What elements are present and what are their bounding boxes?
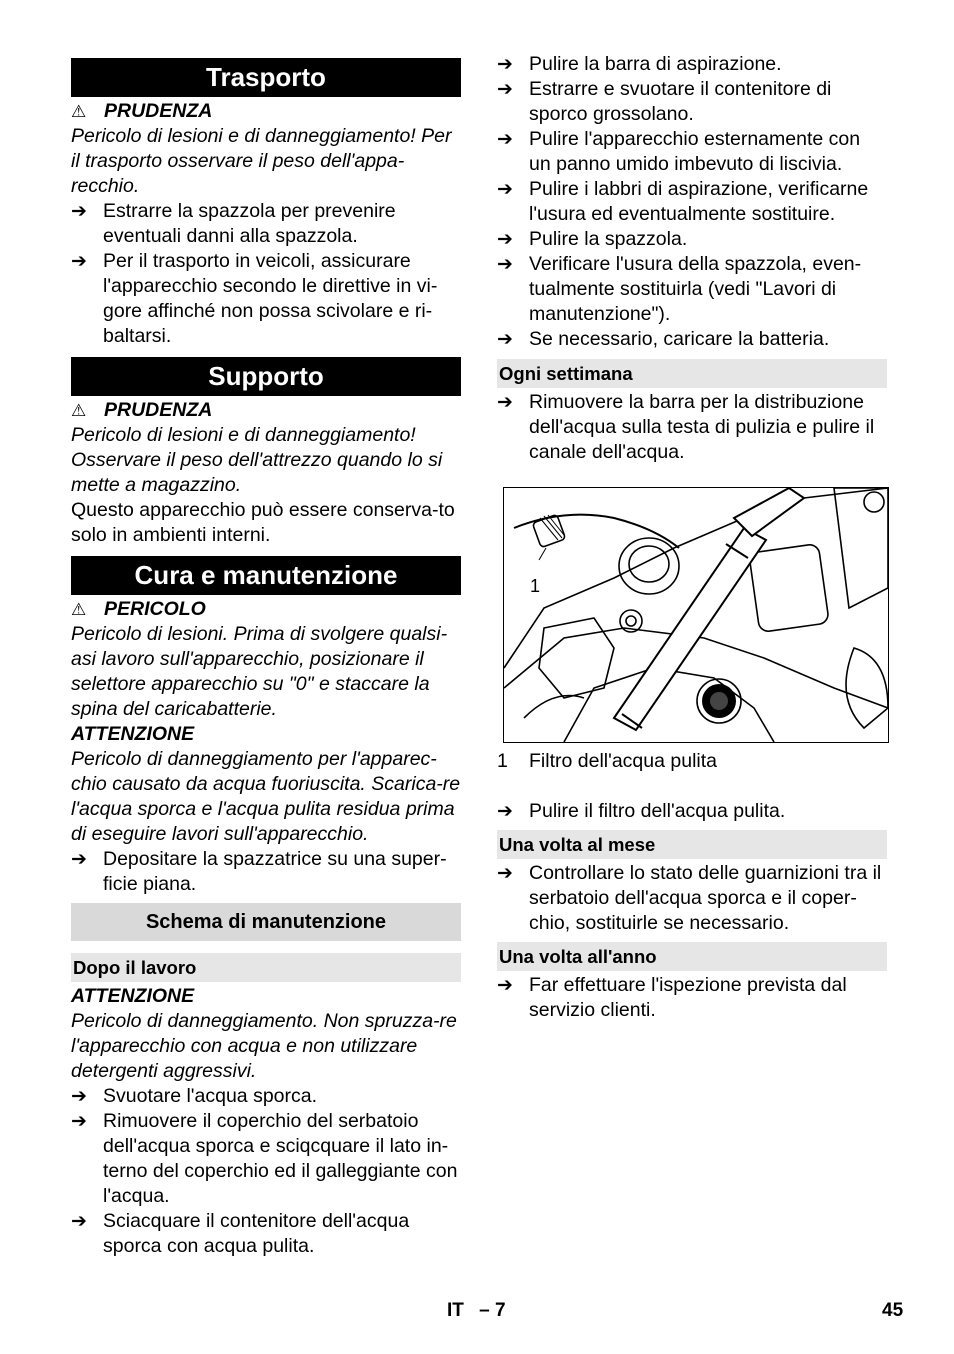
arrow-right-icon: ➔ xyxy=(71,1086,87,1107)
warning-text: Pericolo di lesioni e di danneggiamento! Per il trasporto osservare il peso dell'appa-recchio. xyxy=(71,125,452,197)
arrow-right-icon: ➔ xyxy=(497,801,513,822)
warning-label: PRUDENZA xyxy=(104,100,213,122)
list-item: ➔ Far effettuare l'ispezione prevista dal servizio clienti. xyxy=(497,974,847,1021)
section-title-cura: Cura e manutenzione xyxy=(71,556,461,595)
list-item: ➔ Estrarre e svuotare il contenitore di sporco grossolano. xyxy=(497,78,832,125)
arrow-right-icon: ➔ xyxy=(497,54,513,75)
warning-label: PRUDENZA xyxy=(104,399,213,421)
arrow-right-icon: ➔ xyxy=(71,201,87,222)
subsection-ogni-settimana: Ogni settimana xyxy=(497,359,887,388)
list-item: ➔ Rimuovere il coperchio del serbatoio dell'acqua sporca e sciqcquare il lato in-terno del coperchio ed il galleggiante con l'acqua. xyxy=(71,1110,458,1207)
list-item: ➔ Svuotare l'acqua sporca. xyxy=(71,1085,318,1107)
list-item: ➔ Pulire la barra di aspirazione. xyxy=(497,53,782,75)
legend-number: 1 xyxy=(497,750,508,772)
footer-page-number: 45 xyxy=(882,1300,904,1321)
warning-prudenza xyxy=(71,99,461,124)
list-item: ➔ Pulire l'apparecchio esternamente con un panno umido imbevuto di liscivia. xyxy=(497,128,861,175)
subsection-una-volta-mese: Una volta al mese xyxy=(497,830,887,859)
warning-text: Pericolo di lesioni. Prima di svolgere qualsi-asi lavoro sull'apparecchio, posizionare il selettore apparecchio su "0" e staccare la spina del caricabatterie. xyxy=(71,623,448,720)
attention-label: ATTENZIONE xyxy=(71,985,195,1007)
list-item: ➔ Pulire i labbri di aspirazione, verificarne l'usura ed eventualmente sostituire. xyxy=(497,178,869,225)
subsection-dopo-lavoro: Dopo il lavoro xyxy=(71,953,461,982)
warning-triangle-icon: ⚠ xyxy=(71,401,87,420)
warning-label: PERICOLO xyxy=(104,598,206,620)
list-item: ➔ Controllare lo stato delle guarnizioni tra il serbatoio dell'acqua sporca e il coper-chio, sostituirle se necessario. xyxy=(497,862,882,934)
list-item: ➔ Pulire la spazzola. xyxy=(497,228,688,250)
subsection-una-volta-anno: Una volta all'anno xyxy=(497,942,887,971)
figure-water-filter xyxy=(503,487,889,743)
attention-text: Pericolo di danneggiamento. Non spruzza-re l'apparecchio con acqua e non utilizzare detergenti aggressivi. xyxy=(71,1010,457,1082)
arrow-right-icon: ➔ xyxy=(497,863,513,884)
arrow-right-icon: ➔ xyxy=(497,254,513,275)
attention-text: Pericolo di danneggiamento per l'apparec-chio causato da acqua fuoriuscita. Scarica-re l'acqua sporca e l'acqua pulita residua prima di eseguire lavori sull'apparecchio. xyxy=(71,748,461,845)
arrow-right-icon: ➔ xyxy=(497,229,513,250)
list-item: ➔ Sciacquare il contenitore dell'acqua sporca con acqua pulita. xyxy=(71,1210,410,1257)
arrow-right-icon: ➔ xyxy=(71,849,87,870)
arrow-right-icon: ➔ xyxy=(497,129,513,150)
dopo-lavoro-list-continued xyxy=(497,52,887,352)
warning-prudenza xyxy=(71,398,461,423)
list-item: ➔ Rimuovere la barra per la distribuzione dell'acqua sulla testa di pulizia e pulire il canale dell'acqua. xyxy=(497,391,875,463)
body-text: Questo apparecchio può essere conserva-to solo in ambienti interni. xyxy=(71,499,455,546)
list-item: ➔ Depositare la spazzatrice su una super-ficie piana. xyxy=(71,848,447,895)
yearly-list xyxy=(497,973,887,1023)
list-item: ➔ Estrarre la spazzola per prevenire eventuali danni alla spazzola. xyxy=(71,200,396,247)
warning-triangle-icon: ⚠ xyxy=(71,102,87,121)
dopo-lavoro-list xyxy=(71,1084,461,1259)
arrow-right-icon: ➔ xyxy=(497,329,513,350)
attention-label: ATTENZIONE xyxy=(71,723,195,745)
arrow-right-icon: ➔ xyxy=(497,975,513,996)
arrow-right-icon: ➔ xyxy=(497,79,513,100)
figure-legend xyxy=(497,749,887,774)
arrow-right-icon: ➔ xyxy=(497,179,513,200)
list-item: ➔ Verificare l'usura della spazzola, even-tualmente sostituirla (vedi "Lavori di manutenzione"). xyxy=(497,253,862,325)
subsection-title-schema: Schema di manutenzione xyxy=(71,903,461,941)
footer-language-page xyxy=(447,1298,506,1323)
machine-illustration xyxy=(504,488,888,742)
list-item: ➔ Per il trasporto in veicoli, assicurare l'apparecchio secondo le direttive in vi-gore affinché non possa scivolare e ri-baltarsi. xyxy=(71,250,438,347)
right-column xyxy=(497,52,887,1023)
after-figure-list xyxy=(497,799,887,824)
cura-list xyxy=(71,847,461,897)
warning-text: Pericolo di lesioni e di danneggiamento! Osservare il peso dell'attrezzo quando lo si mette a magazzino. xyxy=(71,424,443,496)
arrow-right-icon: ➔ xyxy=(71,251,87,272)
trasporto-list xyxy=(71,199,461,349)
arrow-right-icon: ➔ xyxy=(71,1111,87,1132)
list-item: ➔ Se necessario, caricare la batteria. xyxy=(497,328,830,350)
left-column xyxy=(71,58,461,1259)
arrow-right-icon: ➔ xyxy=(497,392,513,413)
monthly-list xyxy=(497,861,887,936)
section-title-supporto: Supporto xyxy=(71,357,461,396)
weekly-list xyxy=(497,390,887,465)
figure-callout-1: 1 xyxy=(530,576,541,596)
footer-section-page: – 7 xyxy=(479,1300,506,1321)
section-title-trasporto: Trasporto xyxy=(71,58,461,97)
warning-triangle-icon: ⚠ xyxy=(71,600,87,619)
list-item: ➔ Pulire il filtro dell'acqua pulita. xyxy=(497,800,786,822)
arrow-right-icon: ➔ xyxy=(71,1211,87,1232)
warning-pericolo xyxy=(71,597,461,622)
footer-language: IT xyxy=(447,1300,464,1321)
legend-text: Filtro dell'acqua pulita xyxy=(529,750,717,772)
